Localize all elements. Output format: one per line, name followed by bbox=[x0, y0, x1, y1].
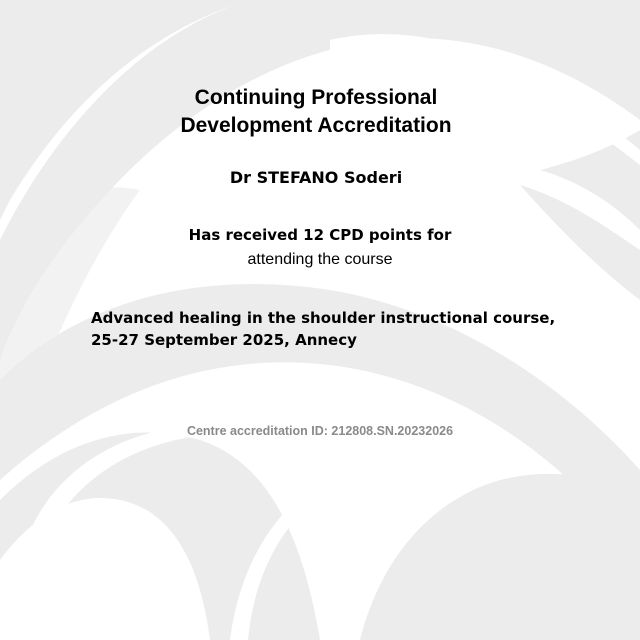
certificate-title bbox=[120, 84, 512, 140]
attending-statement: attending the course bbox=[247, 251, 393, 268]
course-title: Advanced healing in the shoulder instructional course, bbox=[91, 309, 556, 327]
centre-accreditation-id: Centre accreditation ID: 212808.SN.20232026 bbox=[186, 424, 454, 438]
course-details bbox=[91, 307, 621, 351]
title-line-2: Development Accreditation bbox=[180, 114, 452, 137]
cpd-points-statement: Has received 12 CPD points for bbox=[188, 226, 452, 244]
title-line-1: Continuing Professional bbox=[194, 86, 438, 109]
course-date-location: 25-27 September 2025, Annecy bbox=[91, 331, 357, 349]
recipient-name: Dr STEFANO Soderi bbox=[229, 168, 403, 187]
